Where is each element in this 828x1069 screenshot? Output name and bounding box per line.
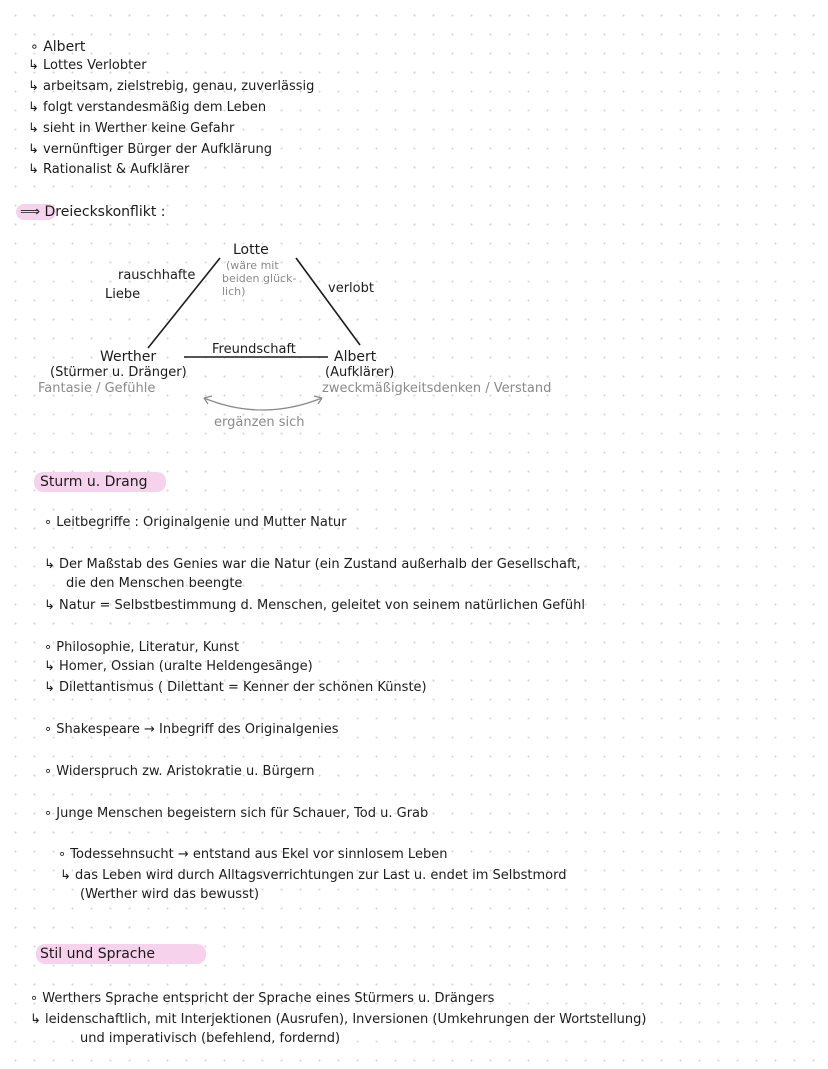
sturm-bullet-6: ∘ Todessehnsucht → entstand aus Ekel vor sinnlosem Leben	[58, 847, 448, 862]
sturm-bullet-1-sub-1b: die den Menschen beengte	[66, 576, 243, 591]
edge-label-bottom: Freundschaft	[212, 342, 296, 357]
sturm-bullet-6-sub-1: ↳ das Leben wird durch Alltagsverrichtungen zur Last u. endet im Selbstmord	[60, 868, 567, 883]
albert-line-3: ↳ folgt verstandesmäßig dem Leben	[28, 100, 267, 115]
sturm-bullet-1: ∘ Leitbegriffe : Originalgenie und Mutter Natur	[44, 515, 347, 530]
node-lotte: Lotte	[233, 242, 269, 258]
node-albert: Albert	[334, 349, 377, 365]
sturm-bullet-3: ∘ Shakespeare → Inbegriff des Originalgenies	[44, 722, 339, 737]
edge-lotte-albert	[296, 258, 360, 345]
node-werther: Werther	[100, 349, 157, 365]
albert-line-4: ↳ sieht in Werther keine Gefahr	[28, 121, 235, 136]
werther-sub: (Stürmer u. Dränger)	[50, 365, 187, 380]
style-bullet-1: ∘ Werthers Sprache entspricht der Sprache eines Stürmers u. Drängers	[30, 991, 495, 1006]
albert-trait: zweckmäßigkeitsdenken / Verstand	[322, 381, 552, 396]
sturm-bullet-2-sub-2: ↳ Dilettantismus ( Dilettant = Kenner der schönen Künste)	[44, 680, 427, 695]
werther-trait: Fantasie / Gefühle	[38, 381, 156, 396]
style-heading: Stil und Sprache	[40, 946, 155, 962]
albert-title: ∘ Albert	[30, 39, 86, 55]
sturm-heading: Sturm u. Drang	[40, 474, 148, 490]
albert-line-5: ↳ vernünftiger Bürger der Aufklärung	[28, 142, 272, 157]
edge-label-right: verlobt	[328, 281, 374, 296]
sturm-bullet-4: ∘ Widerspruch zw. Aristokratie u. Bürgern	[44, 764, 315, 779]
edge-label-left-2: Liebe	[105, 287, 141, 302]
style-bullet-1-sub-2: und imperativisch (befehlend, fordernd)	[80, 1031, 341, 1046]
triangle-heading: ⟹ Dreieckskonflikt :	[20, 204, 166, 220]
complement-label: ergänzen sich	[214, 415, 305, 430]
sturm-bullet-2: ∘ Philosophie, Literatur, Kunst	[44, 640, 240, 655]
sturm-bullet-1-sub-2: ↳ Natur = Selbstbestimmung d. Menschen, geleitet von seinem natürlichen Gefühl	[44, 598, 585, 613]
albert-line-2: ↳ arbeitsam, zielstrebig, genau, zuverlässig	[28, 79, 315, 94]
albert-line-6: ↳ Rationalist & Aufklärer	[28, 162, 190, 177]
sturm-bullet-2-sub-1: ↳ Homer, Ossian (uralte Heldengesänge)	[44, 659, 313, 674]
style-bullet-1-sub-1: ↳ leidenschaftlich, mit Interjektionen (Ausrufen), Inversionen (Umkehrungen der Wortstellung)	[30, 1012, 647, 1027]
sturm-bullet-5: ∘ Junge Menschen begeistern sich für Schauer, Tod u. Grab	[44, 806, 429, 821]
sturm-bullet-1-sub-1a: ↳ Der Maßstab des Genies war die Natur (ein Zustand außerhalb der Gesellschaft,	[44, 557, 581, 572]
sturm-bullet-6-sub-2: (Werther wird das bewusst)	[80, 887, 260, 902]
lotte-note-2: beiden glück-	[222, 272, 297, 285]
albert-line-1: ↳ Lottes Verlobter	[28, 58, 147, 73]
complement-arc	[204, 398, 322, 410]
edge-label-left-1: rauschhafte	[118, 268, 196, 283]
albert-sub: (Aufklärer)	[325, 365, 395, 380]
lotte-note-3: lich)	[222, 285, 246, 298]
lotte-note-1: (wäre mit	[226, 259, 279, 272]
